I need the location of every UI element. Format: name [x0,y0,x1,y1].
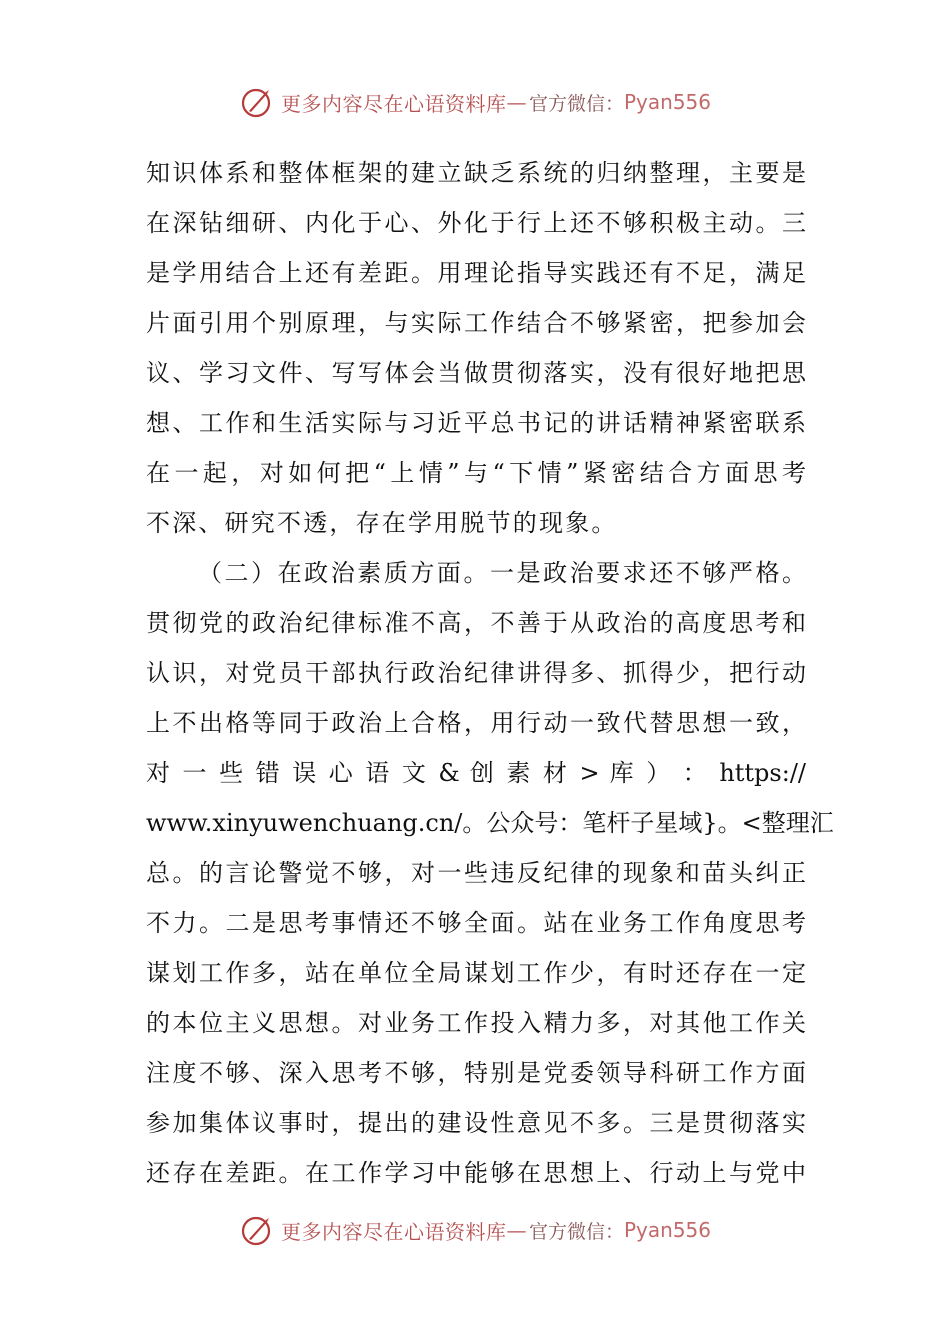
header-watermark [0,82,950,122]
text-line: （二）在政治素质方面。一是政治要求还不够严格。 [198,559,806,587]
watermark-contact-label: 官方微信： [528,92,624,115]
text-line: 片面引用个别原理，与实际工作结合不够紧密，把参加会 [146,309,806,337]
text-line: 在深钻细研、内化于心、外化于行上还不够积极主动。三 [146,209,806,237]
watermark-contact-id: Pyan556 [624,1218,712,1242]
watermark-contact-label: 官方微信： [528,1220,624,1243]
text-line: 在一起，对如何把“上情”与“下情”紧密结合方面思考 [146,459,806,487]
text-line: 知识体系和整体框架的建立缺乏系统的归纳整理，主要是 [146,159,806,187]
text-line: 认识，对党员干部执行政治纪律讲得多、抓得少，把行动 [146,659,806,687]
watermark-dash: — [506,1218,527,1242]
quill-logo-icon [239,1212,275,1248]
text-line: 的本位主义思想。对业务工作投入精力多，对其他工作关 [146,1009,806,1037]
watermark-contact-id: Pyan556 [624,90,712,114]
text-line: 上不出格等同于政治上合格，用行动一致代替思想一致， [146,709,806,737]
watermark-slogan: 更多内容尽在心语资料库 [280,91,507,116]
document-body [146,148,834,1198]
text-line: 对 一 些 错 误 心 语 文 & 创 素 材 > 库 ） ： https:// [146,759,806,787]
text-line: 参加集体议事时，提出的建设性意见不多。三是贯彻落实 [146,1109,806,1137]
footer-watermark [0,1210,950,1250]
quill-logo-icon [239,84,275,120]
text-line: 不力。二是思考事情还不够全面。站在业务工作角度思考 [146,909,806,937]
text-line: 议、学习文件、写写体会当做贯彻落实，没有很好地把思 [146,359,806,387]
text-line: 还存在差距。在工作学习中能够在思想上、行动上与党中 [146,1159,806,1187]
text-line: 贯彻党的政治纪律标准不高，不善于从政治的高度思考和 [146,609,806,637]
text-line: 想、工作和生活实际与习近平总书记的讲话精神紧密联系 [146,409,806,437]
watermark-slogan: 更多内容尽在心语资料库 [280,1219,507,1244]
watermark-dash: — [506,90,527,114]
text-line: 不深、研究不透，存在学用脱节的现象。 [146,509,618,537]
text-line: 注度不够、深入思考不够，特别是党委领导科研工作方面 [146,1059,806,1087]
text-line: 总。的言论警觉不够，对一些违反纪律的现象和苗头纠正 [146,859,806,887]
text-line: www.xinyuwenchuang.cn/。公众号：笔杆子星域}。<整理汇 [146,809,834,837]
text-line: 谋划工作多，站在单位全局谋划工作少，有时还存在一定 [146,959,806,987]
text-line: 是学用结合上还有差距。用理论指导实践还有不足，满足 [146,259,806,287]
